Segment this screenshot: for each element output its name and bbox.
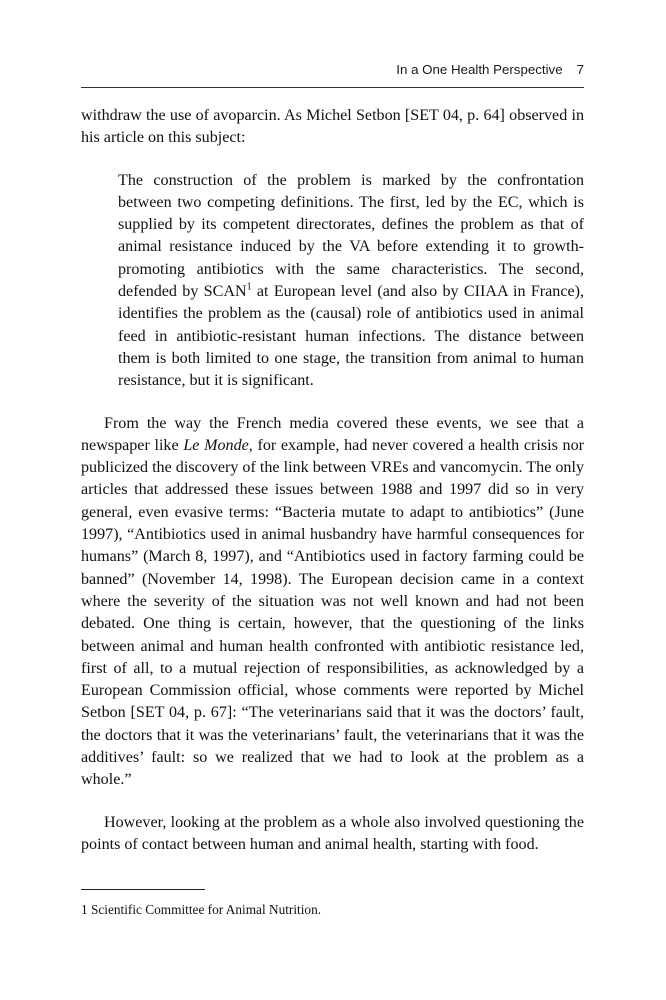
body-text xyxy=(81,105,584,856)
intro-paragraph: withdraw the use of avoparcin. As Michel Setbon [SET 04, p. 64] observed in his article on this subject: xyxy=(81,107,584,147)
media-paragraph xyxy=(81,413,584,792)
closing-paragraph: However, looking at the problem as a whole also involved questioning the points of contact between human and animal health, starting with food. xyxy=(81,813,584,853)
running-header xyxy=(81,62,584,77)
footnote-rule xyxy=(81,889,205,890)
header-rule xyxy=(81,87,584,88)
running-title: In a One Health Perspective xyxy=(396,62,563,77)
media-paragraph-part1: From the way the French media covered these events, we see that a newspaper like xyxy=(81,414,584,454)
footnote-reference: 1 xyxy=(246,281,252,293)
block-quote xyxy=(118,170,584,393)
media-paragraph-part2: for example, had never covered a health crisis nor publicized the discovery of the link between VREs and vancomycin. The only articles that addressed these issues between 1988 and 1997 did so in very general, even evasive terms: “Bacteria mutate to adapt to antibiotics” (June 1997), “Antibiotics used in animal husbandry have harmful consequences for humans” (March 8, 1997), and “Antibiotics used in factory farming could be banned” (November 14, 1998). The European decision came in a context where the severity of the situation was not well known and had not been debated. One thing is certain, however, that the questioning of the links between animal and human health confronted with antibiotic resistance led, first of all, to a mutual rejection of responsibilities, as acknowledged by a European Commission official, whose comments were reported by Michel Setbon [SET 04, p. 67]: “The veterinarians said that it was the doctors’ fault, the doctors that it was the veterinarians’ fault, the veterinarians that it was the additives’ fault: so we realized that we had to look at the problem as a whole.” xyxy=(81,436,584,789)
footnote: 1 Scientific Committee for Animal Nutrition. xyxy=(81,902,322,917)
quote-text-part1: The construction of the problem is marked by the confrontation between two competing definitions. The first, led by the EC, which is supplied by its competent directorates, defines the problem as that of animal resistance induced by the VA before extending it to growth-promoting antibiotics with the same characteristics. The second, defended by SCAN xyxy=(118,171,584,301)
page-number: 7 xyxy=(576,62,584,77)
newspaper-title: Le Monde, xyxy=(183,436,253,454)
quote-text-part2: at European level (and also by CIIAA in France), identifies the problem as the (causal) role of antibiotics used in animal feed in antibiotic-resistant human infections. The distance between them is both limited to one stage, the transition from animal to human resistance, but it is significant. xyxy=(118,283,584,390)
